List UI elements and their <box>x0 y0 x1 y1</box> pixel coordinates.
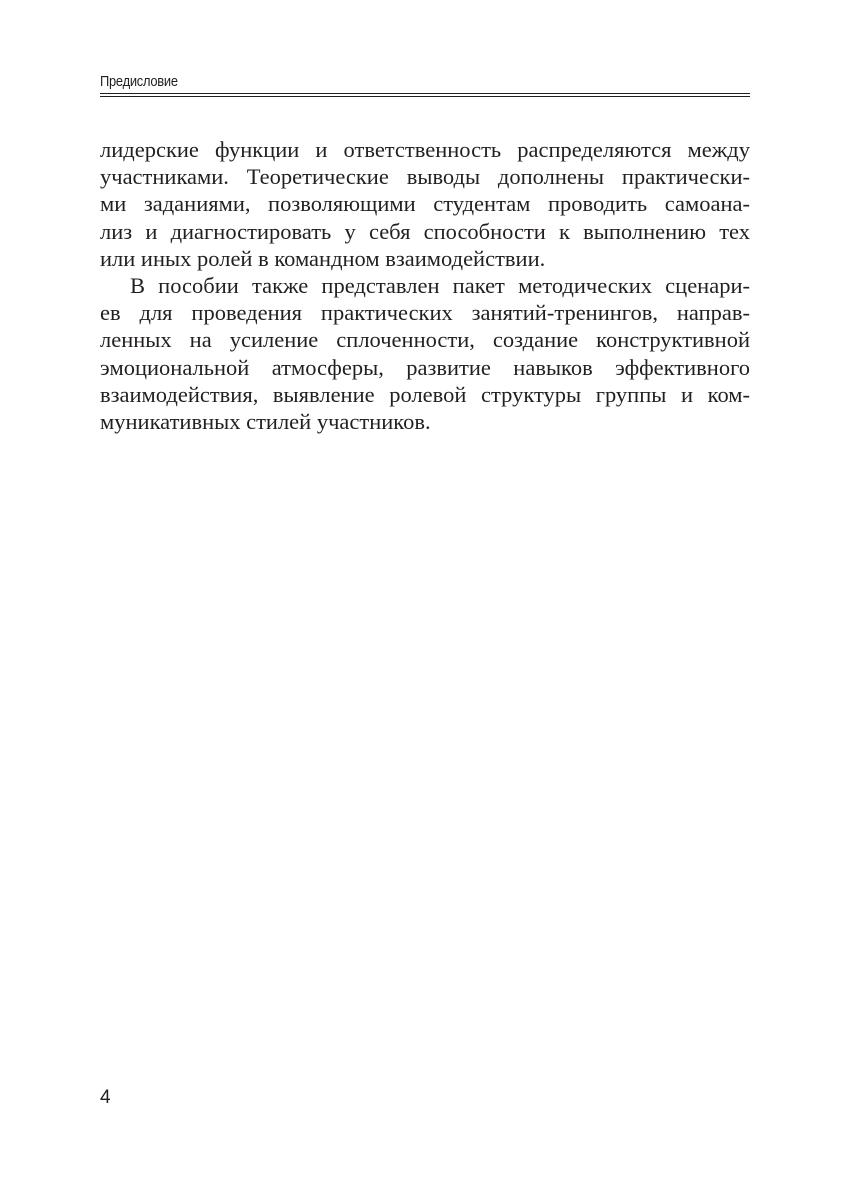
header-rule-thick <box>100 96 750 97</box>
text-line: ев для проведения практических занятий-тренингов, направ- <box>100 300 750 326</box>
text-line: муникативных стилей участников. <box>100 408 431 434</box>
paragraph-2 <box>100 272 750 435</box>
text-line: участниками. Теоретические выводы дополнены практически- <box>100 164 750 190</box>
text-line: или иных ролей в командном взаимодействии. <box>100 245 546 271</box>
text-line: ленных на усиление сплоченности, создание конструктивной <box>100 327 750 353</box>
text-line: эмоциональной атмосферы, развитие навыков эффективного <box>100 354 750 380</box>
body-text <box>100 136 750 435</box>
paragraph-1 <box>100 136 750 272</box>
running-head-title: Предисловие <box>100 73 178 90</box>
text-line: В пособии также представлен пакет методических сценари- <box>130 272 750 298</box>
header-rule-thin <box>100 93 750 94</box>
page-number: 4 <box>100 1087 111 1108</box>
text-line: лиз и диагностировать у себя способности к выполнению тех <box>100 218 750 244</box>
text-line: взаимодействия, выявление ролевой структуры группы и ком- <box>100 381 750 407</box>
text-line: лидерские функции и ответственность распределяются между <box>100 137 750 162</box>
text-line: ми заданиями, позволяющими студентам проводить самоана- <box>100 191 750 217</box>
running-head <box>100 72 750 92</box>
